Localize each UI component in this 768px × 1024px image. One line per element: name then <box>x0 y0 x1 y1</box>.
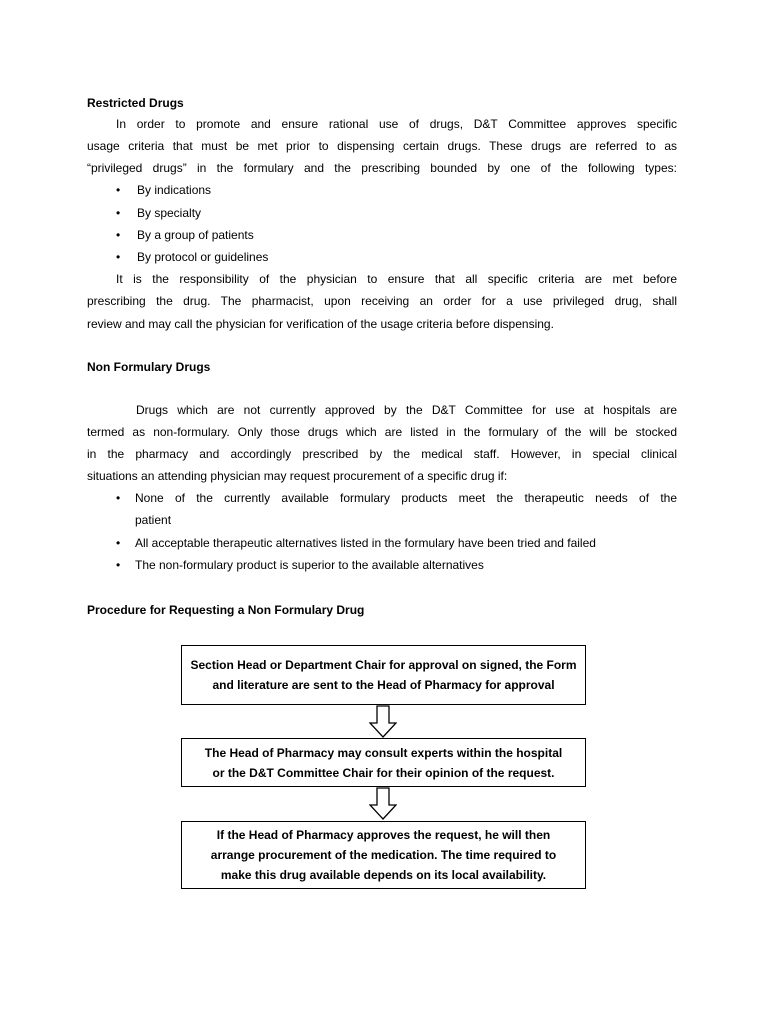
list-item: By specialty <box>137 206 202 220</box>
paragraph-line: usage criteria that must be met prior to dispensing certain drugs. These drugs are referred to as <box>87 139 677 153</box>
paragraph-line: “privileged drugs” in the formulary and the prescribing bounded by one of the following types: <box>87 161 677 175</box>
step-line: and literature are sent to the Head of Pharmacy for approval <box>212 678 555 692</box>
list-item: By a group of patients <box>137 228 254 242</box>
step-line: Section Head or Department Chair for approval on signed, the Form <box>190 658 577 672</box>
flowchart-step-3 <box>181 821 586 889</box>
step-line: The Head of Pharmacy may consult experts within the hospital <box>204 745 563 760</box>
heading-restricted-drugs: Restricted Drugs <box>87 96 184 110</box>
paragraph-line: termed as non-formulary. Only those drugs which are listed in the formulary of the will be stocked <box>87 425 677 439</box>
paragraph-line: It is the responsibility of the physician to ensure that all specific criteria are met before <box>116 272 677 286</box>
paragraph-line: Drugs which are not currently approved by the D&T Committee for use at hospitals are <box>136 403 677 417</box>
step-line: arrange procurement of the medication. The time required to <box>210 848 557 862</box>
paragraph-line: situations an attending physician may request procurement of a specific drug if: <box>87 469 508 483</box>
bullet-icon: • <box>116 250 121 264</box>
list-item: None of the currently available formulary products meet the therapeutic needs of the <box>135 491 677 505</box>
list-item: The non-formulary product is superior to the available alternatives <box>135 558 484 572</box>
list-item-continuation: patient <box>135 513 172 527</box>
step-line: make this drug available depends on its local availability. <box>220 868 547 882</box>
bullet-icon: • <box>116 491 121 505</box>
bullet-icon: • <box>116 536 121 550</box>
list-item: By indications <box>137 183 212 197</box>
paragraph-line: in the pharmacy and accordingly prescribed by the medical staff. However, in special clinical <box>87 447 677 461</box>
heading-procedure: Procedure for Requesting a Non Formulary Drug <box>87 603 365 617</box>
list-item: All acceptable therapeutic alternatives listed in the formulary have been tried and failed <box>135 536 596 550</box>
paragraph-line: In order to promote and ensure rational use of drugs, D&T Committee approves specific <box>116 117 677 131</box>
step-line: If the Head of Pharmacy approves the request, he will then <box>216 828 551 842</box>
bullet-icon: • <box>116 558 121 572</box>
flowchart-step-1 <box>181 645 586 705</box>
bullet-icon: • <box>116 228 121 242</box>
paragraph-line: review and may call the physician for verification of the usage criteria before dispensing. <box>87 317 554 331</box>
heading-non-formulary-drugs: Non Formulary Drugs <box>87 360 211 374</box>
down-arrow-icon <box>369 705 397 738</box>
down-arrow-icon <box>369 787 397 820</box>
bullet-icon: • <box>116 206 121 220</box>
bullet-icon: • <box>116 183 121 197</box>
list-item: By protocol or guidelines <box>137 250 269 264</box>
step-line: or the D&T Committee Chair for their opinion of the request. <box>212 765 555 780</box>
flowchart-step-2 <box>181 738 586 787</box>
paragraph-line: prescribing the drug. The pharmacist, upon receiving an order for a use privileged drug, shall <box>87 294 677 308</box>
